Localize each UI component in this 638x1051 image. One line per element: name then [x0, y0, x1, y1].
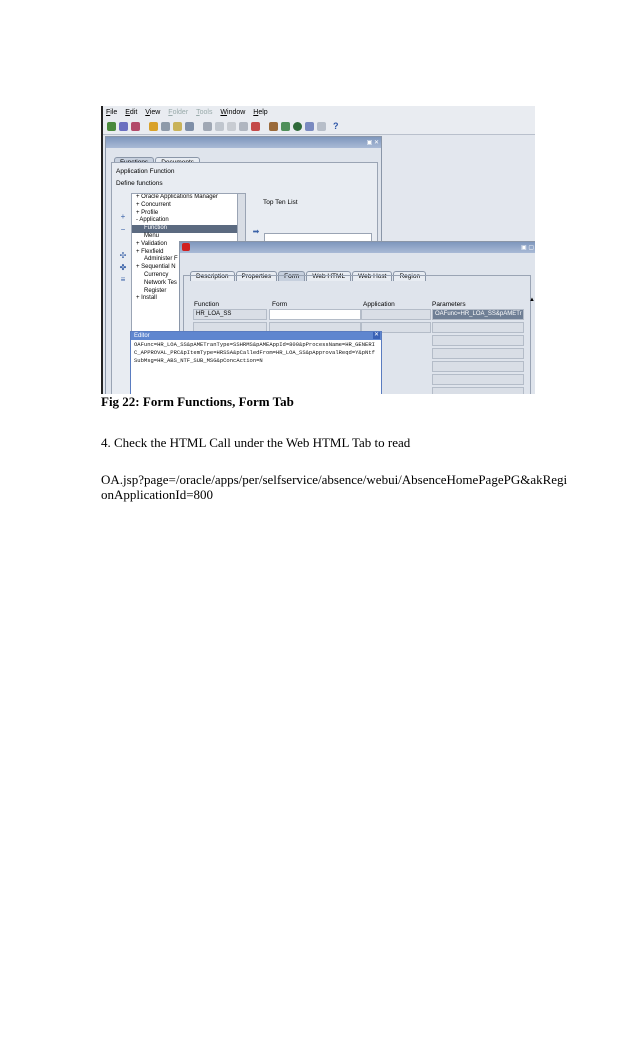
- function-cell[interactable]: [193, 309, 267, 320]
- table-row[interactable]: [432, 374, 524, 385]
- editor-titlebar: [131, 332, 381, 340]
- editor-window[interactable]: [130, 331, 382, 394]
- tree-item[interactable]: + Profile: [136, 209, 159, 216]
- figure-caption: Fig 22: Form Functions, Form Tab: [101, 394, 294, 409]
- tab-form[interactable]: Form: [278, 271, 305, 281]
- scroll-up-icon[interactable]: ▲: [529, 297, 535, 303]
- zoom-icon[interactable]: [131, 122, 140, 131]
- tab-web-host[interactable]: Web Host: [352, 271, 392, 281]
- table-row[interactable]: [432, 335, 524, 346]
- form-cell[interactable]: [269, 309, 361, 320]
- collapse-all-icon[interactable]: ≡: [120, 275, 126, 284]
- parameters-value: OAFunc=HR_LOA_SS&pAMETr: [435, 311, 522, 317]
- new-icon[interactable]: [239, 122, 248, 131]
- tree-item[interactable]: + Concurrent: [136, 201, 171, 208]
- function-value: HR_LOA_SS: [196, 311, 232, 317]
- menu-view[interactable]: View: [145, 109, 161, 116]
- translations-icon[interactable]: [305, 122, 314, 131]
- oracle-app-icon: [182, 243, 190, 251]
- expand-branch-icon[interactable]: ✣: [119, 251, 127, 260]
- column-form: Form: [272, 301, 288, 308]
- parameters-cell[interactable]: [432, 309, 524, 320]
- tree-item[interactable]: + Oracle Applications Manager: [136, 194, 218, 200]
- tree-item[interactable]: Administer F: [144, 256, 178, 263]
- tree-item[interactable]: - Application: [136, 217, 169, 224]
- tree-item[interactable]: Menu: [144, 232, 160, 239]
- folder-tools-icon[interactable]: [281, 122, 290, 131]
- tree-item[interactable]: Register: [144, 287, 167, 294]
- close-icon[interactable]: ✕: [373, 332, 380, 338]
- navigate-icon[interactable]: [119, 122, 128, 131]
- save-icon[interactable]: [173, 122, 182, 131]
- menu-window[interactable]: Window: [220, 109, 246, 116]
- expand-all-icon[interactable]: ✤: [119, 263, 127, 272]
- table-row[interactable]: [432, 348, 524, 359]
- add-to-top-ten-icon[interactable]: ➡: [252, 227, 260, 236]
- tree-item[interactable]: + Install: [136, 295, 157, 302]
- tab-description[interactable]: Description: [190, 271, 235, 281]
- application-cell[interactable]: [361, 309, 431, 320]
- find-icon[interactable]: [149, 122, 158, 131]
- menu-help[interactable]: Help: [253, 109, 268, 116]
- print-icon[interactable]: [161, 122, 170, 131]
- expand-plus-icon[interactable]: +: [120, 212, 126, 221]
- edit-field-icon[interactable]: [269, 122, 278, 131]
- tree-item-selected[interactable]: Function: [132, 225, 238, 233]
- paste-icon[interactable]: [227, 122, 236, 131]
- new-record-icon[interactable]: [107, 122, 116, 131]
- navigator-titlebar: [106, 137, 381, 148]
- menu-tools[interactable]: Tools: [196, 109, 213, 116]
- collapse-minus-icon[interactable]: −: [120, 225, 126, 234]
- tree-item[interactable]: Network Tes: [144, 279, 177, 286]
- tree-item[interactable]: + Flexfield: [136, 248, 164, 255]
- menu-bar: [103, 106, 535, 120]
- menu-folder[interactable]: Folder: [168, 109, 189, 116]
- menu-file[interactable]: File: [106, 109, 118, 116]
- attachments-icon[interactable]: [317, 122, 326, 131]
- column-parameters: Parameters: [432, 301, 466, 308]
- tree-item[interactable]: + Validation: [136, 240, 168, 247]
- table-row[interactable]: [432, 361, 524, 372]
- tab-web-html[interactable]: Web HTML: [306, 271, 351, 281]
- table-row[interactable]: [432, 387, 524, 394]
- tree-item[interactable]: + Sequential N: [136, 264, 176, 271]
- tree-item[interactable]: Currency: [144, 271, 169, 278]
- help-icon[interactable]: ?: [333, 121, 339, 131]
- column-application: Application: [363, 301, 395, 308]
- editor-text[interactable]: OAFunc=HR_LOA_SS&pAMETranType=SSHRMS&pAMEAppId=800&pProcessName=HR_GENERIC_APPROVAL_PRC&pItemType=HRSSA&pCalledFrom=HR_LOA_SS&pApprovalReqd=Y&pNtfSubMsg=HR_ABS_NTF_SUB_MSG&pConcAction=N: [134, 341, 375, 364]
- toolbar: [103, 120, 535, 135]
- copy-icon[interactable]: [215, 122, 224, 131]
- column-function: Function: [194, 301, 219, 308]
- globe-icon[interactable]: [293, 122, 302, 131]
- window-controls-icon[interactable]: ▣ ▢: [520, 245, 534, 251]
- html-call-url: OA.jsp?page=/oracle/apps/per/selfservice/absence/webui/AbsenceHomePagePG&akRegionApplicationId=800: [101, 472, 568, 502]
- menu-edit[interactable]: Edit: [125, 109, 138, 116]
- define-functions-label: Define functions: [116, 180, 163, 187]
- table-row[interactable]: [432, 322, 524, 333]
- editor-title: Editor: [134, 333, 150, 339]
- step-instruction: 4. Check the HTML Call under the Web HTML Tab to read: [101, 435, 411, 450]
- tab-properties[interactable]: Properties: [236, 271, 278, 281]
- delete-icon[interactable]: [251, 122, 260, 131]
- window-controls-icon[interactable]: ▣ ✕: [366, 140, 379, 146]
- oracle-forms-screenshot: [101, 106, 535, 394]
- top-ten-label: Top Ten List: [263, 199, 298, 206]
- attach-icon[interactable]: [185, 122, 194, 131]
- cut-icon[interactable]: [203, 122, 212, 131]
- section-title: Application Function: [116, 168, 175, 175]
- form-functions-titlebar: [180, 242, 535, 253]
- tab-region[interactable]: Region: [393, 271, 426, 281]
